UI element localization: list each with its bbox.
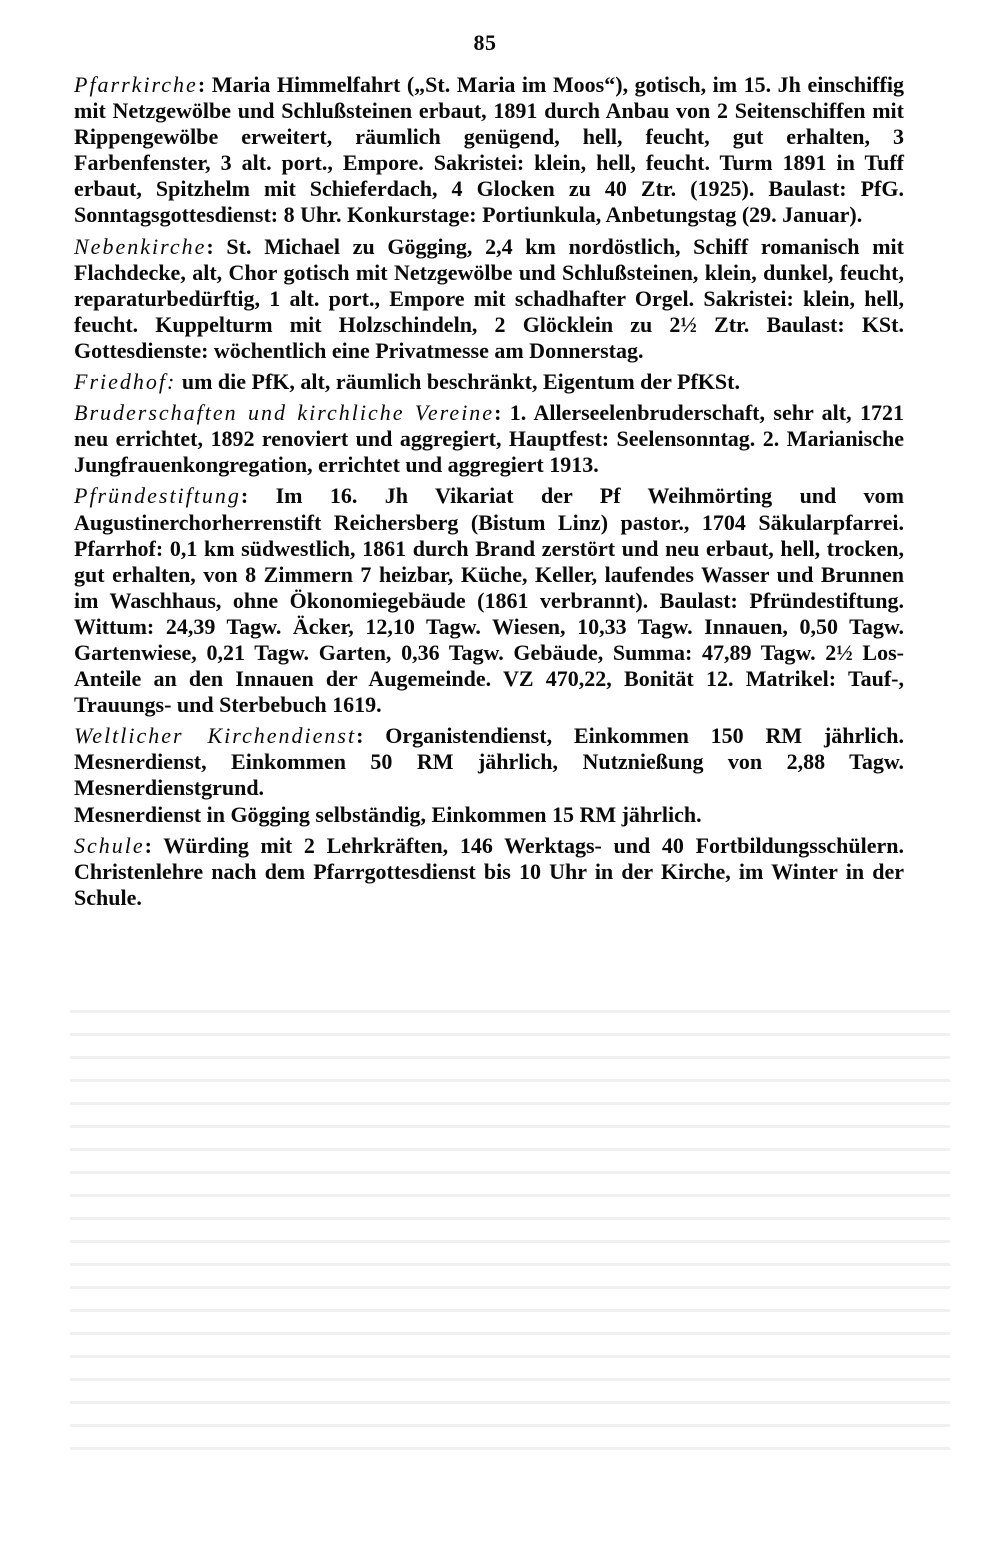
show-through-texture — [70, 1010, 950, 1450]
page-number: 85 — [473, 30, 497, 55]
heading-nebenkirche: Nebenkirche — [74, 233, 207, 259]
body-pfarrkirche: : Maria Himmelfahrt („St. Maria im Moos“), gotisch, im 15. Jh einschiffig mit Netzgewölbe und Schlußsteinen erbaut, 1891 durch Anbau von 2 Seitenschiffen mit Rippengewölbe erweitert, räumlich genügend, hell, feucht, gut erhalten, 3 Farbenfenster, 3 alt. port., Empore. Sakristei: klein, hell, feucht. Turm 1891 in Tuff erbaut, Spitzhelm mit Schieferdach, 4 Glocken zu 40 Ztr. (1925). Baulast: PfG. Sonntagsgottesdienst: 8 Uhr. Konkurstage: Portiunkula, Anbetungstag (29. Januar). — [74, 72, 904, 228]
heading-friedhof: Friedhof: — [74, 369, 177, 395]
heading-schule: Schule — [74, 832, 145, 858]
heading-pfarrkirche: Pfarrkirche — [74, 72, 198, 97]
body-friedhof: um die PfK, alt, räumlich beschränkt, Eigentum der PfKSt. — [176, 369, 740, 395]
body-mesnerdienst-goegging: Mesnerdienst in Gögging selbständig, Einkommen 15 RM jährlich. — [74, 801, 702, 827]
body-schule: : Würding mit 2 Lehrkräften, 146 Werktags- und 40 Fortbildungsschülern. Christenlehre nach dem Pfarrgottesdienst bis 10 Uhr in der Kirche, im Winter in der Schule. — [74, 832, 904, 910]
heading-pfruendestiftung: Pfründestiftung — [74, 483, 241, 509]
heading-bruderschaften: Bruderschaften und kirchliche Vereine — [74, 400, 495, 426]
paragraph-kirchendienst — [74, 723, 904, 801]
paragraph-pfruendestiftung — [74, 483, 904, 718]
page-text — [74, 72, 904, 916]
paragraph-pfarrkirche — [74, 72, 904, 229]
body-pfruendestiftung: : Im 16. Jh Vikariat der Pf Weihmörting und vom Augustinerchorherrenstift Reichersberg (Bistum Linz) pastor., 1704 Säkularpfarrei. Pfarrhof: 0,1 km südwestlich, 1861 durch Brand zerstört und neu erbaut, hell, trocken, gut erhalten, von 8 Zimmern 7 heizbar, Küche, Keller, laufendes Wasser und Brunnen im Waschhaus, ohne Ökonomiegebäude (1861 verbrannt). Baulast: Pfründestiftung. Wittum: 24,39 Tagw. Äcker, 12,10 Tagw. Wiesen, 10,33 Tagw. Innauen, 0,50 Tagw. Gartenwiese, 0,21 Tagw. Garten, 0,36 Tagw. Gebäude, Summa: 47,89 Tagw. 2½ Los-Anteile an den Innauen der Augemeinde. VZ 470,22, Bonität 12. Matrikel: Tauf-, Trauungs- und Sterbebuch 1619. — [74, 483, 904, 718]
body-nebenkirche: : St. Michael zu Gögging, 2,4 km nordöstlich, Schiff romanisch mit Flachdecke, alt, Chor gotisch mit Netzgewölbe und Schlußsteinen, klein, dunkel, feucht, reparaturbedürftig, 1 alt. port., Empore mit schadhafter Orgel. Sakristei: klein, hell, feucht. Kuppelturm mit Holzschindeln, 2 Glöcklein zu 2½ Ztr. Baulast: KSt. Gottesdienste: wöchentlich eine Privatmesse am Donnerstag. — [74, 233, 904, 363]
body-kirchendienst: : Organistendienst, Einkommen 150 RM jährlich. Mesnerdienst, Einkommen 50 RM jährlich, Nutznießung von 2,88 Tagw. Mesnerdienstgrund. — [74, 723, 904, 801]
paragraph-mesnerdienst-goegging — [74, 802, 904, 828]
paragraph-schule — [74, 833, 904, 911]
paragraph-bruderschaften — [74, 400, 904, 478]
heading-kirchendienst: Weltlicher Kirchendienst — [74, 723, 357, 749]
body-bruderschaften: : 1. Allerseelenbruderschaft, sehr alt, 1721 neu errichtet, 1892 renoviert und aggregiert, Hauptfest: Seelensonntag. 2. Marianische Jungfrauenkongregation, errichtet und aggregiert 1913. — [74, 400, 905, 478]
paragraph-friedhof — [74, 369, 904, 395]
paragraph-nebenkirche — [74, 234, 904, 364]
